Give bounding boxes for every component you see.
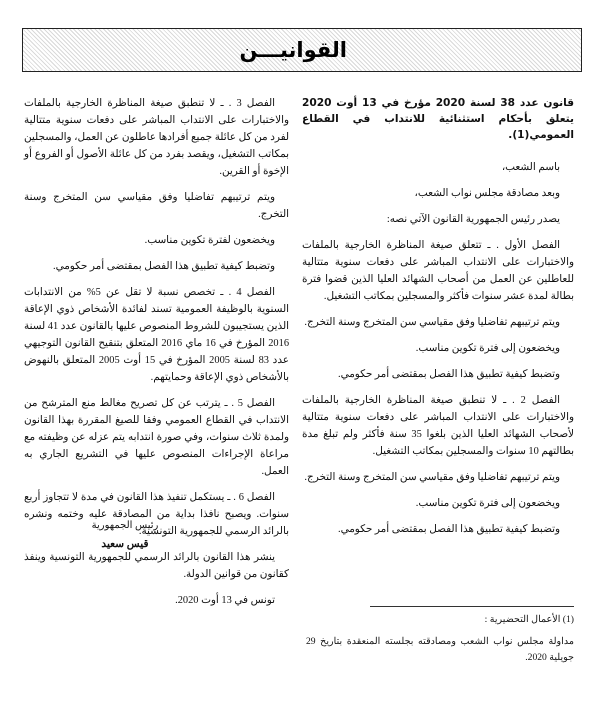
- right-paragraph: وتضبط كيفية تطبيق هذا الفصل بمقتضى أمر حكومي.: [337, 524, 560, 535]
- right-column: [302, 95, 574, 547]
- left-paragraph: ينشر هذا القانون بالرائد الرسمي للجمهورية التونسية وينفذ كقانون من قوانين الدولة.: [24, 552, 289, 580]
- left-paragraph: الفصل 6 . ـ يستكمل تنفيذ هذا القانون في مدة لا تتجاوز أربع سنوات. ويصبح نافذا بداية من المصادقة عليه وختمه ونشره بالرائد الرسمي للجمهورية التونسية.: [24, 492, 289, 537]
- law-title: قانون عدد 38 لسنة 2020 مؤرخ في 13 أوت 2020 يتعلق بأحكام استثنائية للانتداب في القطاع العمومي(1).: [302, 97, 575, 141]
- right-paragraph: ويتم ترتيبهم تفاضليا وفق مقياسي سن المتخرج وسنة التخرج.: [304, 317, 560, 328]
- right-paragraph: ويخضعون إلى فترة تكوين مناسب.: [415, 498, 560, 509]
- signature-name: قيس سعيد: [101, 539, 149, 550]
- right-paragraph: وتضبط كيفية تطبيق هذا الفصل بمقتضى أمر حكومي.: [337, 369, 560, 380]
- right-paragraph: الفصل 2 . ـ لا تنطبق صيغة المناظرة الخارجية بالملفات والاختبارات على الانتداب المباشر على دفعات سنوية متتالية لأصحاب الشهائد العليا الذين بلغوا 35 سنة فأكثر ولم تبلغ مدة بطالتهم 10 سنوات والمسجلين بمكاتب التشغيل.: [302, 395, 574, 457]
- footnote: [306, 612, 574, 672]
- left-paragraph: ويخضعون لفترة تكوين مناسب.: [144, 235, 275, 246]
- signature-title: رئيس الجمهورية: [91, 520, 159, 531]
- footnote-text: مداولة مجلس نواب الشعب ومصادقته بجلسته المنعقدة بتاريخ 29 جويلية 2020.: [306, 636, 574, 663]
- left-paragraph: الفصل 3 . ـ لا تنطبق صيغة المناظرة الخارجية بالملفات والاختبارات على الانتداب المباشر على دفعات سنوية متتالية لفرد من كل عائلة جميع أفرادها عاطلون عن العمل، والمسجلين بمكاتب التشغيل، ويقصد بفرد من كل عائلة الأصول أو الفروع أو الإخوة أو القرين.: [24, 98, 289, 177]
- footnote-heading: (1) الأعمال التحضيرية :: [484, 614, 574, 625]
- right-paragraph: ويخضعون إلى فترة تكوين مناسب.: [415, 343, 560, 354]
- left-paragraph: الفصل 5 . ـ يترتب عن كل تصريح مغالط منع المترشح من الانتداب في القطاع العمومي وفقا للصيغ المقررة بهذا القانون ولمدة ثلاث سنوات، وفي صورة انتدابه يتم عزله عن وظيفته مع مراعاة الإجراءات المنصوص عليها في التشريع الجاري به العمل.: [24, 398, 289, 477]
- date-line: تونس في 13 أوت 2020.: [175, 595, 275, 606]
- left-paragraph: الفصل 4 . ـ تخصص نسبة لا تقل عن 5% من الانتدابات السنوية بالوظيفة العمومية تسند لفائدة الأشخاص ذوي الإعاقة الذين يستجيبون للشروط المنصوص عليها بالقانون عدد 41 لسنة 2016 المؤرخ في 16 ماي 2016 المتعلق بتنقيح القانون التوجيهي عدد 83 لسنة 2005 المؤرخ في 15 أوت 2005 المتعلق بالنهوض بالأشخاص ذوي الإعاقة وحمايتهم.: [24, 287, 290, 383]
- left-paragraph: ويتم ترتيبهم تفاضليا وفق مقياسي سن المتخرج وسنة التخرج.: [24, 192, 289, 220]
- section-header-title: القوانيـــن: [239, 38, 347, 62]
- right-paragraph: يصدر رئيس الجمهورية القانون الآتي نصه:: [386, 214, 560, 225]
- right-paragraph: ويتم ترتيبهم تفاضليا وفق مقياسي سن المتخرج وسنة التخرج.: [304, 472, 560, 483]
- right-paragraph: الفصل الأول . ـ تتعلق صيغة المناظرة الخارجية بالملفات والاختبارات على الانتداب المباشر على دفعات سنوية متتالية للعاطلين عن العمل من أصحاب الشهائد العليا الذين قضوا فترة بطالة لمدة عشر سنوات فأكثر والمسجلين بمكاتب التشغيل.: [302, 240, 574, 302]
- right-paragraph: باسم الشعب،: [501, 162, 560, 173]
- left-paragraph: وتضبط كيفية تطبيق هذا الفصل بمقتضى أمر حكومي.: [52, 261, 275, 272]
- right-paragraph: وبعد مصادقة مجلس نواب الشعب،: [414, 188, 560, 199]
- footnote-divider: [370, 606, 574, 607]
